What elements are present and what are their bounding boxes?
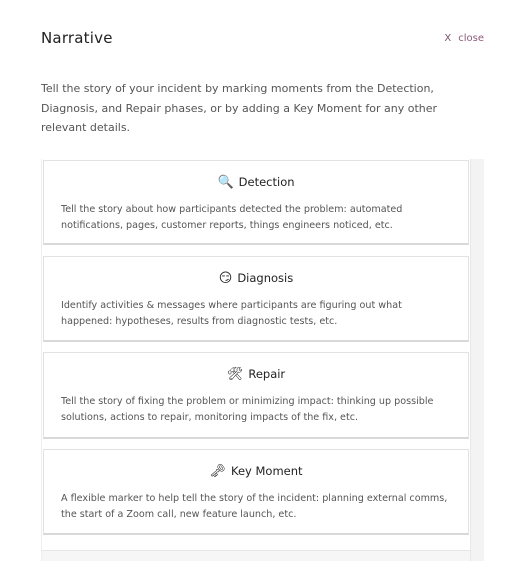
key-icon: 🗝 (209, 463, 226, 479)
card-description: Identify activities & messages where participants are figuring out what happened: hypotheses, results from diagnostic tests, etc. (61, 300, 402, 327)
list-scrollbar[interactable] (470, 159, 484, 561)
card-repair[interactable] (43, 352, 469, 439)
panel-title: Narrative (41, 29, 113, 47)
card-title-text: Repair (248, 367, 286, 381)
close-icon: X (444, 33, 452, 44)
moment-type-list (41, 159, 484, 561)
hammer-and-wrench-icon: 🛠 (226, 366, 244, 382)
card-key-moment[interactable] (43, 449, 469, 535)
card-title-text: Key Moment (230, 464, 303, 478)
card-title-text: Diagnosis (237, 271, 294, 285)
intro-text: Tell the story of your incident by marking moments from the Detection, Diagnosis, and Repair phases, or by adding a Key Moment for any other relevant details. (41, 82, 438, 134)
card-title (44, 367, 468, 381)
magnifying-glass-icon: 🔍 (217, 174, 234, 190)
card-diagnosis[interactable] (43, 256, 469, 342)
card-description: Tell the story of fixing the problem or minimizing impact: thinking up possible solutions, actions to repair, monitoring impacts of the fix, etc. (61, 396, 434, 423)
close-label: close (458, 33, 484, 44)
card-title (44, 464, 468, 478)
card-description: Tell the story about how participants detected the problem: automated notifications, pages, customer reports, things engineers noticed, etc. (61, 204, 403, 231)
card-detection[interactable] (43, 160, 469, 245)
list-bottom-edge (42, 550, 470, 561)
card-description: A flexible marker to help tell the story of the incident: planning external comms, the start of a Zoom call, new feature launch, etc. (61, 493, 448, 520)
card-title (44, 175, 468, 189)
card-title (44, 271, 468, 285)
smirking-face-icon: 😏 (218, 270, 233, 286)
card-title-text: Detection (238, 175, 295, 189)
close-button[interactable] (444, 33, 484, 44)
